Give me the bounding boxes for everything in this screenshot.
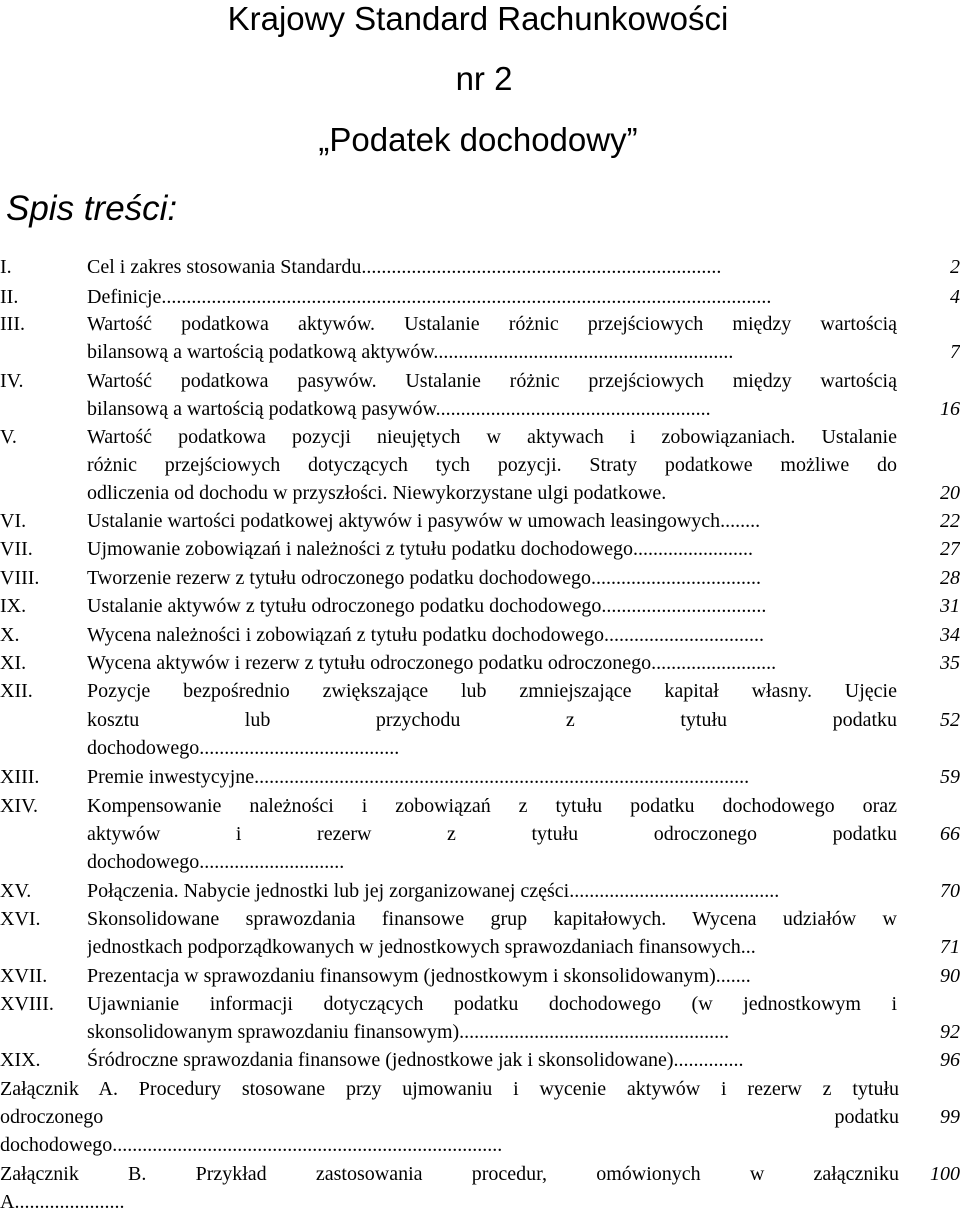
toc-entry-text[interactable]: Ustalanie wartości podatkowej aktywów i pasywów w umowach leasingowych........ xyxy=(87,510,761,532)
toc-page-number: 35 xyxy=(940,652,960,674)
toc-entry-text[interactable]: Kompensowanie należności i zobowiązań z tytułu podatku dochodowego oraz xyxy=(87,795,897,817)
toc-entry-number: XII. xyxy=(0,680,33,702)
toc-page-number: 2 xyxy=(950,256,960,278)
toc-entry-text[interactable]: Ustalanie aktywów z tytułu odroczonego podatku dochodowego................................. xyxy=(87,595,767,617)
toc-page-number: 96 xyxy=(940,1049,960,1071)
toc-entry-number: XVI. xyxy=(0,908,41,930)
toc-heading: Spis treści: xyxy=(6,189,178,228)
toc-entry-text[interactable]: dochodowego.............................................................................. xyxy=(0,1134,503,1156)
toc-entry-number: XVIII. xyxy=(0,993,54,1015)
toc-entry-text[interactable]: Połączenia. Nabycie jednostki lub jej zorganizowanej części.......................................... xyxy=(87,880,780,902)
toc-entry-text[interactable]: Wartość podatkowa pozycji nieujętych w aktywach i zobowiązaniach. Ustalanie xyxy=(87,426,897,448)
toc-page-number: 100 xyxy=(930,1163,960,1185)
toc-entry-number: II. xyxy=(0,286,19,308)
toc-entry-number: XI. xyxy=(0,652,27,674)
toc-entry-number: VIII. xyxy=(0,567,40,589)
toc-page-number: 4 xyxy=(950,286,960,308)
toc-page-number: 7 xyxy=(950,341,960,363)
toc-entry-number: I. xyxy=(0,256,12,278)
toc-page-number: 34 xyxy=(940,624,960,646)
standard-number: nr 2 xyxy=(455,60,513,97)
toc-page-number: 22 xyxy=(940,510,960,532)
toc-page-number: 31 xyxy=(940,595,960,617)
toc-page-number: 66 xyxy=(940,823,960,845)
toc-entry-text[interactable]: aktywów i rezerw z tytułu odroczonego podatku xyxy=(87,823,897,845)
toc-entry-text[interactable]: dochodowego........................................ xyxy=(87,737,400,759)
toc-page-number: 90 xyxy=(940,965,960,987)
toc-entry-text[interactable]: Załącznik A. Procedury stosowane przy ujmowaniu i wycenie aktywów i rezerw z tytułu xyxy=(0,1078,899,1100)
toc-entry-number: XIV. xyxy=(0,795,38,817)
toc-entry-text[interactable]: Cel i zakres stosowania Standardu........................................................................ xyxy=(87,256,722,278)
toc-entry-text[interactable]: Załącznik B. Przykład zastosowania procedur, omówionych w załączniku xyxy=(0,1163,899,1185)
toc-entry-number: VI. xyxy=(0,510,27,532)
toc-page-number: 16 xyxy=(940,398,960,420)
toc-entry-text[interactable]: różnic przejściowych dotyczących tych pozycji. Straty podatkowe możliwe do xyxy=(87,454,897,476)
toc-entry-text[interactable]: dochodowego............................. xyxy=(87,851,345,873)
toc-entry-text[interactable]: Tworzenie rezerw z tytułu odroczonego podatku dochodowego.................................. xyxy=(87,567,761,589)
toc-entry-text[interactable]: A...................... xyxy=(0,1191,125,1213)
toc-entry-text[interactable]: Definicje.......................................................................................................................... xyxy=(87,286,772,308)
toc-entry-number: XIII. xyxy=(0,766,40,788)
toc-entry-number: VII. xyxy=(0,538,33,560)
toc-entry-text[interactable]: Skonsolidowane sprawozdania finansowe grup kapitałowych. Wycena udziałów w xyxy=(87,908,897,930)
toc-entry-text[interactable]: jednostkach podporządkowanych w jednostkowych sprawozdaniach finansowych... xyxy=(87,936,756,958)
toc-entry-number: XIX. xyxy=(0,1049,41,1071)
toc-entry-text[interactable]: skonsolidowanym sprawozdaniu finansowym)...................................................... xyxy=(87,1021,730,1043)
toc-entry-text[interactable]: bilansową a wartością podatkową pasywów....................................................... xyxy=(87,398,711,420)
toc-entry-text[interactable]: Wycena aktywów i rezerw z tytułu odroczonego podatku odroczonego......................... xyxy=(87,652,777,674)
toc-entry-number: III. xyxy=(0,313,25,335)
toc-entry-number: X. xyxy=(0,624,20,646)
toc-page-number: 70 xyxy=(940,880,960,902)
toc-entry-text[interactable]: Śródroczne sprawozdania finansowe (jednostkowe jak i skonsolidowane).............. xyxy=(87,1049,744,1071)
toc-entry-text[interactable]: Premie inwestycyjne................................................................................................... xyxy=(87,766,750,788)
toc-entry-text[interactable]: Prezentacja w sprawozdaniu finansowym (jednostkowym i skonsolidowanym)....... xyxy=(87,965,751,987)
toc-entry-text[interactable]: kosztu lub przychodu z tytułu podatku xyxy=(87,709,897,731)
toc-page-number: 27 xyxy=(940,538,960,560)
toc-entry-text[interactable]: Pozycje bezpośrednio zwiększające lub zmniejszające kapitał własny. Ujęcie xyxy=(87,680,897,702)
toc-entry-number: XV. xyxy=(0,880,32,902)
document-subtitle: „Podatek dochodowy” xyxy=(318,121,638,158)
toc-entry-text[interactable]: odliczenia od dochodu w przyszłości. Niewykorzystane ulgi podatkowe. xyxy=(87,482,667,504)
toc-page-number: 59 xyxy=(940,766,960,788)
toc-entry-text[interactable]: Wycena należności i zobowiązań z tytułu podatku dochodowego................................ xyxy=(87,624,764,646)
toc-entry-text[interactable]: Ujmowanie zobowiązań i należności z tytułu podatku dochodowego........................ xyxy=(87,538,753,560)
toc-entry-number: IX. xyxy=(0,595,27,617)
toc-page-number: 28 xyxy=(940,567,960,589)
toc-entry-text[interactable]: bilansową a wartością podatkową aktywów............................................................ xyxy=(87,341,734,363)
toc-entry-text[interactable]: Wartość podatkowa aktywów. Ustalanie różnic przejściowych między wartością xyxy=(87,313,897,335)
toc-entry-text[interactable]: Ujawnianie informacji dotyczących podatku dochodowego (w jednostkowym i xyxy=(87,993,897,1015)
document-title: Krajowy Standard Rachunkowości xyxy=(227,0,729,37)
toc-entry-number: XVII. xyxy=(0,965,48,987)
toc-entry-number: IV. xyxy=(0,370,24,392)
toc-page-number: 99 xyxy=(940,1106,960,1128)
toc-entry-text[interactable]: Wartość podatkowa pasywów. Ustalanie różnic przejściowych między wartością xyxy=(87,370,897,392)
toc-entry-number: V. xyxy=(0,426,17,448)
toc-page-number: 20 xyxy=(940,482,960,504)
toc-page-number: 52 xyxy=(940,709,960,731)
toc-entry-text[interactable]: odroczonego podatku xyxy=(0,1106,899,1128)
toc-page-number: 71 xyxy=(940,936,960,958)
toc-page-number: 92 xyxy=(940,1021,960,1043)
